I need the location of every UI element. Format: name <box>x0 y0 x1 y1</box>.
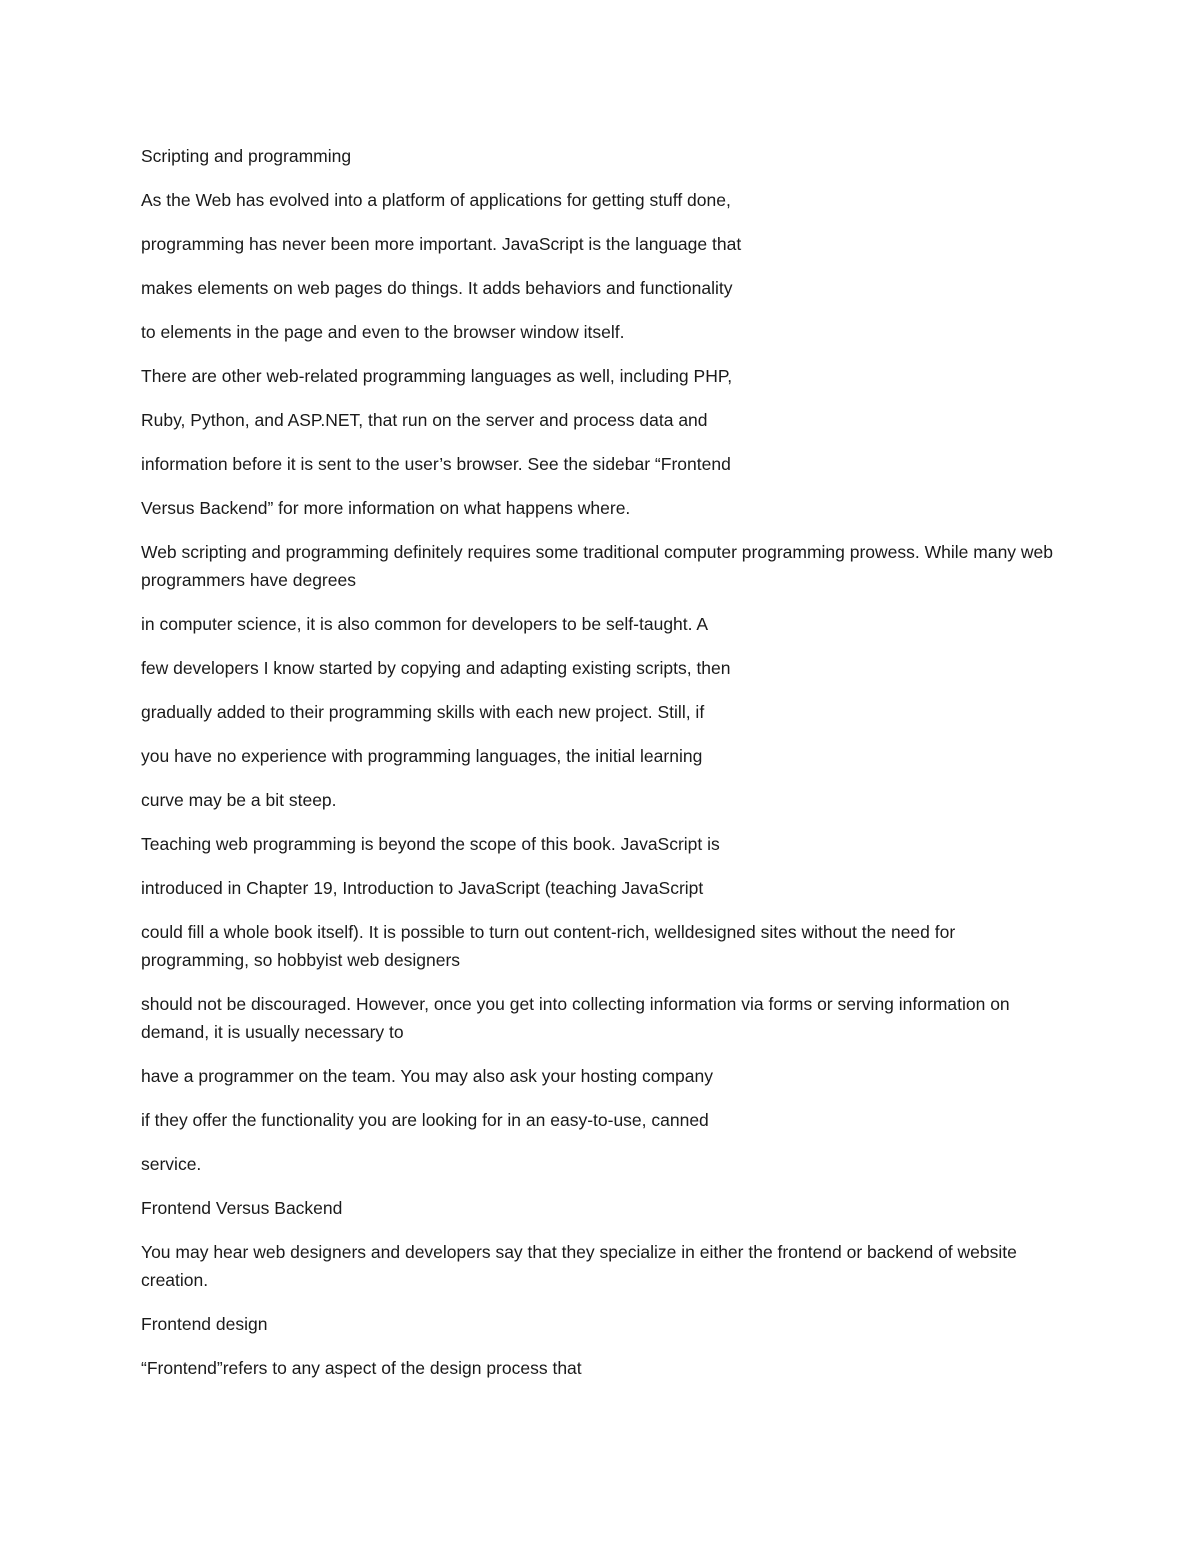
section-heading: Scripting and programming <box>141 146 352 166</box>
paragraph-line: Web scripting and programming definitely requires some traditional computer programming prowess. While many web programmers have degrees <box>141 542 1054 590</box>
paragraph-line: As the Web has evolved into a platform of applications for getting stuff done, <box>141 190 731 210</box>
paragraph-line: Ruby, Python, and ASP.NET, that run on the server and process data and <box>141 410 708 430</box>
paragraph-line: You may hear web designers and developers say that they specialize in either the frontend or backend of website creation. <box>141 1242 1017 1290</box>
paragraph-line: to elements in the page and even to the browser window itself. <box>141 322 625 342</box>
paragraph-line: information before it is sent to the user’s browser. See the sidebar “Frontend <box>141 454 731 474</box>
paragraph-line: There are other web-related programming languages as well, including PHP, <box>141 366 733 386</box>
sidebar-heading: Frontend Versus Backend <box>141 1198 343 1218</box>
paragraph-line: service. <box>141 1154 202 1174</box>
paragraph-line: few developers I know started by copying and adapting existing scripts, then <box>141 658 731 678</box>
paragraph-line: have a programmer on the team. You may also ask your hosting company <box>141 1066 713 1086</box>
paragraph-line: in computer science, it is also common for developers to be self-taught. A <box>141 614 709 634</box>
paragraph-line: you have no experience with programming languages, the initial learning <box>141 746 703 766</box>
paragraph-line: programming has never been more important. JavaScript is the language that <box>141 234 742 254</box>
document-body <box>141 142 1061 1398</box>
paragraph-line: gradually added to their programming skills with each new project. Still, if <box>141 702 705 722</box>
paragraph-line: “Frontend”refers to any aspect of the design process that <box>141 1358 582 1378</box>
paragraph-line: makes elements on web pages do things. It adds behaviors and functionality <box>141 278 733 298</box>
paragraph-line: Versus Backend” for more information on what happens where. <box>141 498 631 518</box>
paragraph-line: should not be discouraged. However, once you get into collecting information via forms or serving information on demand, it is usually necessary to <box>141 994 1010 1042</box>
paragraph-line: introduced in Chapter 19, Introduction to JavaScript (teaching JavaScript <box>141 878 704 898</box>
subsection-heading: Frontend design <box>141 1314 268 1334</box>
paragraph-line: could fill a whole book itself). It is possible to turn out content-rich, welldesigned sites without the need for programming, so hobbyist web designers <box>141 922 956 970</box>
paragraph-line: curve may be a bit steep. <box>141 790 337 810</box>
paragraph-line: if they offer the functionality you are looking for in an easy-to-use, canned <box>141 1110 709 1130</box>
paragraph-line: Teaching web programming is beyond the scope of this book. JavaScript is <box>141 834 720 854</box>
